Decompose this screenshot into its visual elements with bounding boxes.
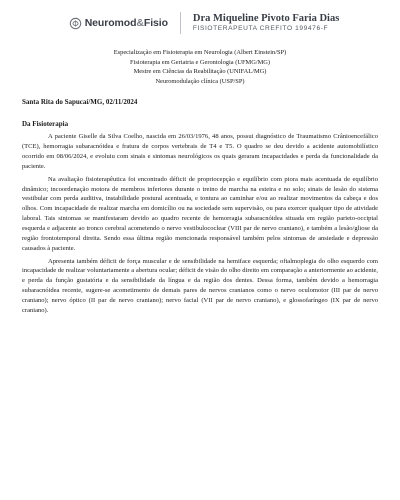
body-paragraph: Apresenta também déficit de força muscular e de sensibilidade na hemiface esquerda; oftalmoplegia do olho esquerdo com incapacidade de realizar voluntariamente a abertura ocular; déficit de visão do olho direito em comparação a anteriormente ao acidente, e perda da função gustatória e da sensibilidade da língua e da região dos dentes. Dessa forma, também devido a hemorragia subaracnóidea recente, sugere-se acometimento de demais pares de nervos cranianos como o nervo oculomotor (III par de nervo craniano); nervo óptico (II par de nervo craniano); nervo facial (VII par de nervo craniano), e glossofaríngeo (IX par de nervo craniano).	[22, 257, 378, 314]
body-paragraph: Na avaliação fisioterapêutica foi encontrado déficit de propriocepção e equilíbrio com piora mais acentuada de equilíbrio dinâmico; incoordenação motora de membros inferiores durante o treino de marcha na esteira e no solo; sinais de lesão do sistema vestibular com perda auditiva, instabilidade postural acentuada, e tontura ao caminhar e/ou ao realizar movimentos da cabeça e dos olhos. Com incapacidade de realizar marcha em domicílio ou na sociedade sem supervisão, ou para exercer qualquer tipo de atividade laboral. Tais sintomas se manifestaram devido ao quadro recente de hemorragia subaracnóidea situada em região parieto-occiptal esquerda e adjacente ao tronco cerebral acometendo o nervo vestibulococlear (VIII par de nervo craniano), e também a lesão/gliose da região frontotemporal direita. Sendo essa última região mencionada responsável também pelos sintomas de ansiedade e depressão causados à paciente.	[22, 175, 378, 252]
doctor-name: Dra Miqueline Pivoto Faria Dias	[192, 13, 340, 25]
credentials-list	[22, 48, 378, 86]
brain-icon	[69, 17, 82, 30]
clinic-logo	[69, 17, 168, 30]
letterhead	[30, 12, 378, 34]
doctor-info	[193, 13, 339, 33]
place-date: Santa Rita do Sapucaí/MG, 02/11/2024	[22, 98, 138, 107]
logo-text: Neuromod&Fisio	[84, 17, 168, 29]
credential-item: Fisioterapia em Geriatria e Gerontologia (UFMG/MG)	[129, 58, 271, 66]
body-paragraph: A paciente Giselle da Silva Coelho, nascida em 26/03/1976, 48 anos, possui diagnóstico de Traumatismo Crânioencefálico (TCE), hemorragia subaracnóidea e fratura de corpos vertebrais de T4 e T5. O quadro se deu devido a acidente automobilístico ocorrido em 08/06/2024, e evoluiu com sinais e sintomas neurológicos os quais geraram incapacidades e perda da funcionalidade da paciente.	[22, 133, 378, 170]
credential-item: Neuromodulação clínica (USP/SP)	[155, 77, 245, 85]
section-title: Da Fisioterapia	[22, 120, 69, 129]
credential-item: Especialização em Fisioterapia em Neurologia (Albert Einstein/SP)	[113, 49, 287, 56]
credential-item: Mestre em Ciências da Reabilitação (UNIFAL/MG)	[133, 68, 267, 76]
doctor-role: FISIOTERAPEUTA CREFITO 199476-F	[192, 25, 329, 33]
header-divider	[180, 12, 181, 34]
